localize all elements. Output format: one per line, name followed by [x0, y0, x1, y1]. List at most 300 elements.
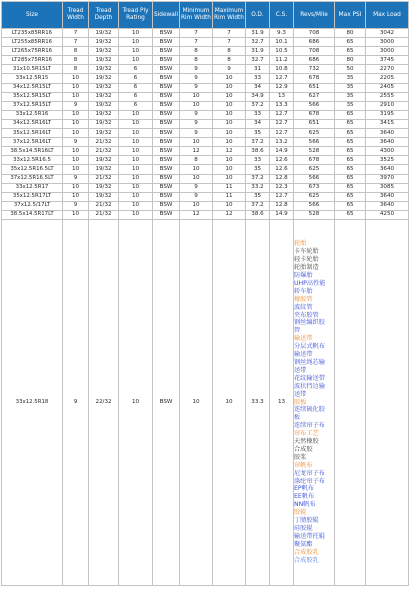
- table-cell: 2910: [366, 101, 409, 110]
- table-cell: 19/32: [89, 129, 119, 138]
- column-header: Minimum Rim Width: [180, 2, 213, 29]
- keyword-link[interactable]: 帘布工艺: [294, 430, 319, 438]
- tire-spec-table: [1, 1, 409, 586]
- table-cell: 19/32: [89, 192, 119, 201]
- size-cell: 33x12.5R16.5: [2, 156, 63, 165]
- table-cell: 10: [63, 110, 89, 119]
- table-cell: 10: [213, 219, 246, 585]
- table-cell: 10: [119, 192, 153, 201]
- table-cell: 65: [335, 156, 366, 165]
- size-cell: 35x12.5R17LT: [2, 192, 63, 201]
- table-cell: 528: [294, 210, 335, 219]
- table-cell: 8: [63, 47, 89, 56]
- table-cell: 9.3: [270, 29, 294, 38]
- keyword-link[interactable]: 钢丝绳芯输: [294, 358, 325, 366]
- table-row: [2, 65, 409, 74]
- table-cell: BSW: [153, 110, 180, 119]
- table-cell: 10: [119, 119, 153, 128]
- table-cell: BSW: [153, 92, 180, 101]
- table-cell: 37.2: [246, 101, 270, 110]
- table-row: [2, 92, 409, 101]
- table-cell: BSW: [153, 138, 180, 147]
- table-row: [2, 219, 409, 585]
- table-cell: BSW: [153, 47, 180, 56]
- table-cell: 10: [119, 165, 153, 174]
- table-cell: 10: [119, 29, 153, 38]
- table-cell: 10: [213, 119, 246, 128]
- table-row: [2, 147, 409, 156]
- table-cell: 35: [335, 83, 366, 92]
- table-cell: 10: [119, 38, 153, 47]
- table-header: [2, 2, 409, 29]
- keyword-link[interactable]: 送带: [294, 366, 307, 374]
- table-cell: 8: [63, 56, 89, 65]
- keyword-link[interactable]: 连续帘子布: [294, 422, 325, 430]
- table-cell: 10: [213, 165, 246, 174]
- table-cell: 14.9: [270, 210, 294, 219]
- table-cell: BSW: [153, 201, 180, 210]
- table-cell: 686: [294, 38, 335, 47]
- size-cell: LT265x75RR16: [2, 47, 63, 56]
- keyword-link[interactable]: 分层式帆布: [294, 343, 325, 351]
- table-row: [2, 192, 409, 201]
- table-cell: 9: [180, 192, 213, 201]
- keyword-link[interactable]: EP帆布: [294, 485, 315, 493]
- table-cell: 12.7: [270, 119, 294, 128]
- table-cell: 38.6: [246, 210, 270, 219]
- column-header: Tread Width: [63, 2, 89, 29]
- table-cell: 6: [119, 92, 153, 101]
- table-cell: BSW: [153, 119, 180, 128]
- table-cell: BSW: [153, 65, 180, 74]
- table-cell: BSW: [153, 147, 180, 156]
- table-cell: 21/32: [89, 210, 119, 219]
- table-cell: 651: [294, 83, 335, 92]
- table-cell: 19/32: [89, 165, 119, 174]
- table-cell: 12: [180, 210, 213, 219]
- table-cell: 8: [180, 47, 213, 56]
- table-row: [2, 110, 409, 119]
- table-cell: BSW: [153, 29, 180, 38]
- table-cell: 9: [63, 101, 89, 110]
- table-cell: 65: [335, 210, 366, 219]
- keyword-link[interactable]: 管: [294, 327, 301, 335]
- table-cell: 38.6: [246, 147, 270, 156]
- table-cell: 2405: [366, 83, 409, 92]
- table-cell: BSW: [153, 192, 180, 201]
- table-row: [2, 74, 409, 83]
- table-cell: 10: [63, 83, 89, 92]
- table-cell: 65: [335, 110, 366, 119]
- table-row: [2, 47, 409, 56]
- table-cell: 19/32: [89, 38, 119, 47]
- table-cell: 651: [294, 119, 335, 128]
- size-cell: 33x12.5R15: [2, 74, 63, 83]
- table-cell: 34.9: [246, 92, 270, 101]
- size-cell: 33x12.5R17: [2, 183, 63, 192]
- table-cell: 11: [213, 183, 246, 192]
- size-cell: 34x12.5R15LT: [2, 83, 63, 92]
- size-cell: 35x12.5R15LT: [2, 92, 63, 101]
- column-header: Tread Depth: [89, 2, 119, 29]
- keyword-link[interactable]: 轮胎: [294, 240, 307, 248]
- table-cell: 528: [294, 147, 335, 156]
- table-cell: 10: [63, 147, 89, 156]
- table-row: [2, 138, 409, 147]
- size-cell: LT235x85RR16: [2, 29, 63, 38]
- column-header: Size: [2, 2, 63, 29]
- keyword-link[interactable]: 尼龙帘子布: [294, 469, 325, 477]
- keyword-link[interactable]: 防爆胎: [294, 272, 313, 280]
- size-cell: 33x12.5R16: [2, 110, 63, 119]
- table-cell: 10: [213, 129, 246, 138]
- max-load-cell: [366, 219, 409, 585]
- keyword-link[interactable]: 输送带: [294, 351, 313, 359]
- table-cell: 32.7: [246, 38, 270, 47]
- table-cell: 7: [180, 38, 213, 47]
- table-cell: 19/32: [89, 119, 119, 128]
- column-header: Revs/Mile: [294, 2, 335, 29]
- keyword-link[interactable]: 夹布胶管: [294, 311, 319, 319]
- table-cell: 12.3: [270, 183, 294, 192]
- table-cell: BSW: [153, 56, 180, 65]
- table-cell: 65: [335, 165, 366, 174]
- table-cell: BSW: [153, 165, 180, 174]
- table-row: [2, 156, 409, 165]
- table-cell: 10: [213, 201, 246, 210]
- keyword-link[interactable]: 输送带: [294, 335, 313, 343]
- header-row: [2, 2, 409, 29]
- table-cell: 19/32: [89, 56, 119, 65]
- table-row: [2, 101, 409, 110]
- table-cell: 13: [270, 219, 294, 585]
- table-cell: 625: [294, 192, 335, 201]
- table-cell: 3970: [366, 174, 409, 183]
- keyword-link[interactable]: 涤纶帘子布: [294, 477, 325, 485]
- keyword-link[interactable]: 合成胶乳: [294, 548, 319, 556]
- table-cell: 12.7: [270, 192, 294, 201]
- table-cell: 10: [63, 92, 89, 101]
- table-cell: 8: [63, 65, 89, 74]
- column-header: O.D.: [246, 2, 270, 29]
- table-cell: 21/32: [89, 201, 119, 210]
- table-cell: 10: [63, 156, 89, 165]
- table-cell: 10: [180, 92, 213, 101]
- table-row: [2, 119, 409, 128]
- table-cell: 10: [180, 201, 213, 210]
- table-cell: 50: [335, 65, 366, 74]
- table-cell: BSW: [153, 156, 180, 165]
- table-cell: 34: [246, 83, 270, 92]
- size-cell: 38.5x14.5R16LT: [2, 147, 63, 156]
- size-cell: 37x12.5/17LT: [2, 201, 63, 210]
- table-cell: 31.9: [246, 29, 270, 38]
- column-header: Max PSI: [335, 2, 366, 29]
- table-cell: 678: [294, 156, 335, 165]
- table-cell: 9: [63, 138, 89, 147]
- table-cell: 3000: [366, 38, 409, 47]
- table-cell: 9: [213, 65, 246, 74]
- size-cell: LT255x85RR16: [2, 38, 63, 47]
- table-cell: 627: [294, 92, 335, 101]
- table-cell: 19/32: [89, 183, 119, 192]
- table-cell: 9: [180, 119, 213, 128]
- table-cell: 12.7: [270, 110, 294, 119]
- keyword-link[interactable]: 天然橡胶: [294, 438, 319, 446]
- table-cell: 11: [213, 192, 246, 201]
- size-cell: 37x12.5R16LT: [2, 138, 63, 147]
- table-cell: 35: [335, 92, 366, 101]
- table-cell: 10: [63, 129, 89, 138]
- table-row: [2, 183, 409, 192]
- table-cell: 12.8: [270, 174, 294, 183]
- table-cell: 6: [119, 101, 153, 110]
- table-cell: 12.6: [270, 156, 294, 165]
- table-cell: 566: [294, 174, 335, 183]
- column-header: Max Load: [366, 2, 409, 29]
- table-cell: BSW: [153, 174, 180, 183]
- table-cell: 10: [213, 74, 246, 83]
- keyword-link[interactable]: 钢丝编织胶: [294, 319, 325, 327]
- table-row: [2, 29, 409, 38]
- table-cell: 4300: [366, 147, 409, 156]
- table-cell: 19/32: [89, 83, 119, 92]
- table-cell: 10.5: [270, 47, 294, 56]
- table-cell: 33: [246, 74, 270, 83]
- table-cell: 3085: [366, 183, 409, 192]
- table-cell: 19/32: [89, 101, 119, 110]
- size-cell: 38.5x14.5R17LT: [2, 210, 63, 219]
- table-cell: 10: [213, 174, 246, 183]
- table-cell: 9: [180, 129, 213, 138]
- table-cell: 80: [335, 56, 366, 65]
- table-cell: 35: [335, 101, 366, 110]
- table-cell: 9: [63, 219, 89, 585]
- keyword-link[interactable]: 卡车轮胎: [294, 248, 319, 256]
- size-cell: 35x12.5R16.5LT: [2, 165, 63, 174]
- size-cell: 34x12.5R16LT: [2, 119, 63, 128]
- table-row: [2, 83, 409, 92]
- table-cell: 10: [119, 110, 153, 119]
- table-cell: 6: [119, 74, 153, 83]
- table-cell: 12: [180, 147, 213, 156]
- table-cell: 10: [213, 92, 246, 101]
- table-cell: 35: [246, 192, 270, 201]
- table-cell: 19/32: [89, 92, 119, 101]
- table-cell: 14.9: [270, 147, 294, 156]
- table-cell: 3415: [366, 119, 409, 128]
- table-cell: 10: [119, 47, 153, 56]
- table-cell: 10: [180, 165, 213, 174]
- keyword-link[interactable]: UHP高性能: [294, 279, 326, 287]
- max-psi-cell: [335, 219, 366, 585]
- table-row: [2, 129, 409, 138]
- table-row: [2, 38, 409, 47]
- table-cell: 65: [335, 147, 366, 156]
- table-cell: 10: [119, 219, 153, 585]
- table-cell: 31: [246, 65, 270, 74]
- keyword-link[interactable]: 板: [294, 414, 301, 422]
- table-cell: 7: [213, 38, 246, 47]
- table-cell: 13.3: [270, 101, 294, 110]
- table-cell: 8: [213, 47, 246, 56]
- table-cell: 12.6: [270, 165, 294, 174]
- table-cell: 10: [119, 56, 153, 65]
- table-row: [2, 56, 409, 65]
- table-cell: 3640: [366, 201, 409, 210]
- keyword-link[interactable]: NN帆布: [294, 501, 316, 509]
- keyword-link[interactable]: 波状挡边输: [294, 382, 325, 390]
- table-cell: 10: [180, 174, 213, 183]
- table-cell: 65: [335, 192, 366, 201]
- keyword-link[interactable]: 丁腈胶辊: [294, 517, 319, 525]
- table-cell: 673: [294, 183, 335, 192]
- table-cell: 10: [213, 138, 246, 147]
- table-cell: 35: [335, 74, 366, 83]
- table-cell: 10.8: [270, 65, 294, 74]
- table-cell: 9: [180, 83, 213, 92]
- table-cell: 10: [119, 210, 153, 219]
- table-cell: 10: [119, 174, 153, 183]
- table-cell: 35: [246, 165, 270, 174]
- table-cell: 3640: [366, 165, 409, 174]
- table-cell: 3000: [366, 47, 409, 56]
- table-cell: BSW: [153, 101, 180, 110]
- table-cell: 32.7: [246, 56, 270, 65]
- table-cell: 10: [119, 183, 153, 192]
- keyword-link[interactable]: 合成胶乳: [294, 556, 319, 564]
- table-cell: 3640: [366, 192, 409, 201]
- table-body: [2, 29, 409, 586]
- table-cell: 9: [180, 74, 213, 83]
- table-cell: 10: [63, 210, 89, 219]
- table-cell: 2205: [366, 74, 409, 83]
- table-cell: 7: [180, 29, 213, 38]
- table-cell: 21/32: [89, 138, 119, 147]
- table-cell: 10: [180, 138, 213, 147]
- table-cell: 566: [294, 101, 335, 110]
- keyword-link[interactable]: 合成胶: [294, 445, 313, 453]
- table-cell: 6: [119, 65, 153, 74]
- size-cell: LT285x75RR16: [2, 56, 63, 65]
- table-cell: 12.7: [270, 129, 294, 138]
- keyword-link[interactable]: EE帆布: [294, 493, 315, 501]
- keyword-link[interactable]: 波纹管: [294, 303, 313, 311]
- keyword-link[interactable]: 胶辊: [294, 509, 307, 517]
- table-cell: 65: [335, 174, 366, 183]
- keyword-link[interactable]: 花纹输送带: [294, 374, 325, 382]
- keyword-link[interactable]: 连续硫化胶: [294, 406, 325, 414]
- keyword-link[interactable]: 胶板: [294, 398, 307, 406]
- table-cell: BSW: [153, 38, 180, 47]
- size-cell: 35x12.5R16LT: [2, 129, 63, 138]
- column-header: Maximum Rim Width: [213, 2, 246, 29]
- table-cell: 21/32: [89, 147, 119, 156]
- table-cell: 566: [294, 201, 335, 210]
- table-cell: 678: [294, 110, 335, 119]
- table-cell: 12.9: [270, 83, 294, 92]
- keyword-link[interactable]: 帘帆布: [294, 461, 313, 469]
- keyword-link[interactable]: 轿车胎: [294, 287, 313, 295]
- table-cell: 19/32: [89, 74, 119, 83]
- keyword-link[interactable]: 输送带托辊: [294, 532, 325, 540]
- table-cell: 10: [63, 192, 89, 201]
- table-cell: BSW: [153, 83, 180, 92]
- table-cell: 11.2: [270, 56, 294, 65]
- table-cell: 65: [335, 47, 366, 56]
- table-cell: 10: [119, 156, 153, 165]
- table-cell: 3525: [366, 156, 409, 165]
- table-cell: 7: [63, 29, 89, 38]
- table-cell: 22/32: [89, 219, 119, 585]
- table-cell: 3042: [366, 29, 409, 38]
- table-cell: BSW: [153, 74, 180, 83]
- keyword-link[interactable]: 聚氨酯: [294, 540, 313, 548]
- table-cell: 9: [63, 201, 89, 210]
- table-cell: 12: [213, 210, 246, 219]
- table-cell: 35: [246, 129, 270, 138]
- table-cell: 33: [246, 110, 270, 119]
- table-cell: 2555: [366, 92, 409, 101]
- table-cell: 19/32: [89, 110, 119, 119]
- table-cell: 732: [294, 65, 335, 74]
- table-cell: 33: [246, 156, 270, 165]
- table-cell: 65: [335, 129, 366, 138]
- table-cell: 6: [119, 83, 153, 92]
- table-cell: 12.8: [270, 201, 294, 210]
- keyword-link[interactable]: 轮胎制造: [294, 264, 319, 272]
- table-cell: 7: [63, 38, 89, 47]
- table-cell: 65: [335, 183, 366, 192]
- table-cell: 8: [180, 56, 213, 65]
- table-cell: 10: [119, 129, 153, 138]
- table-cell: 13.2: [270, 138, 294, 147]
- table-cell: 9: [180, 110, 213, 119]
- table-cell: 10: [63, 74, 89, 83]
- table-cell: 10: [63, 165, 89, 174]
- keyword-link[interactable]: 送带: [294, 390, 307, 398]
- table-cell: 37.2: [246, 174, 270, 183]
- keyword-link[interactable]: 轻卡轮胎: [294, 256, 319, 264]
- column-header: C.S.: [270, 2, 294, 29]
- table-cell: 10: [213, 101, 246, 110]
- table-cell: 12.7: [270, 74, 294, 83]
- keyword-link[interactable]: 硅胶辊: [294, 525, 313, 533]
- table-cell: 566: [294, 138, 335, 147]
- keyword-link[interactable]: 胶浆: [294, 453, 307, 461]
- table-cell: 21/32: [89, 174, 119, 183]
- size-cell: 33x12.5R18: [2, 219, 63, 585]
- table-cell: 33.2: [246, 183, 270, 192]
- table-cell: 686: [294, 56, 335, 65]
- table-cell: BSW: [153, 129, 180, 138]
- table-cell: 37.2: [246, 201, 270, 210]
- keyword-link[interactable]: 橡胶管: [294, 295, 313, 303]
- table-cell: 625: [294, 165, 335, 174]
- table-cell: 10: [119, 147, 153, 156]
- table-row: [2, 174, 409, 183]
- table-row: [2, 165, 409, 174]
- keyword-link-list: [294, 219, 335, 585]
- table-cell: 19/32: [89, 29, 119, 38]
- table-cell: 19/32: [89, 65, 119, 74]
- table-cell: 65: [335, 38, 366, 47]
- table-cell: 34: [246, 119, 270, 128]
- column-header: Tread Ply Rating: [119, 2, 153, 29]
- table-cell: 9: [63, 174, 89, 183]
- table-cell: 10: [63, 119, 89, 128]
- table-cell: 9: [180, 183, 213, 192]
